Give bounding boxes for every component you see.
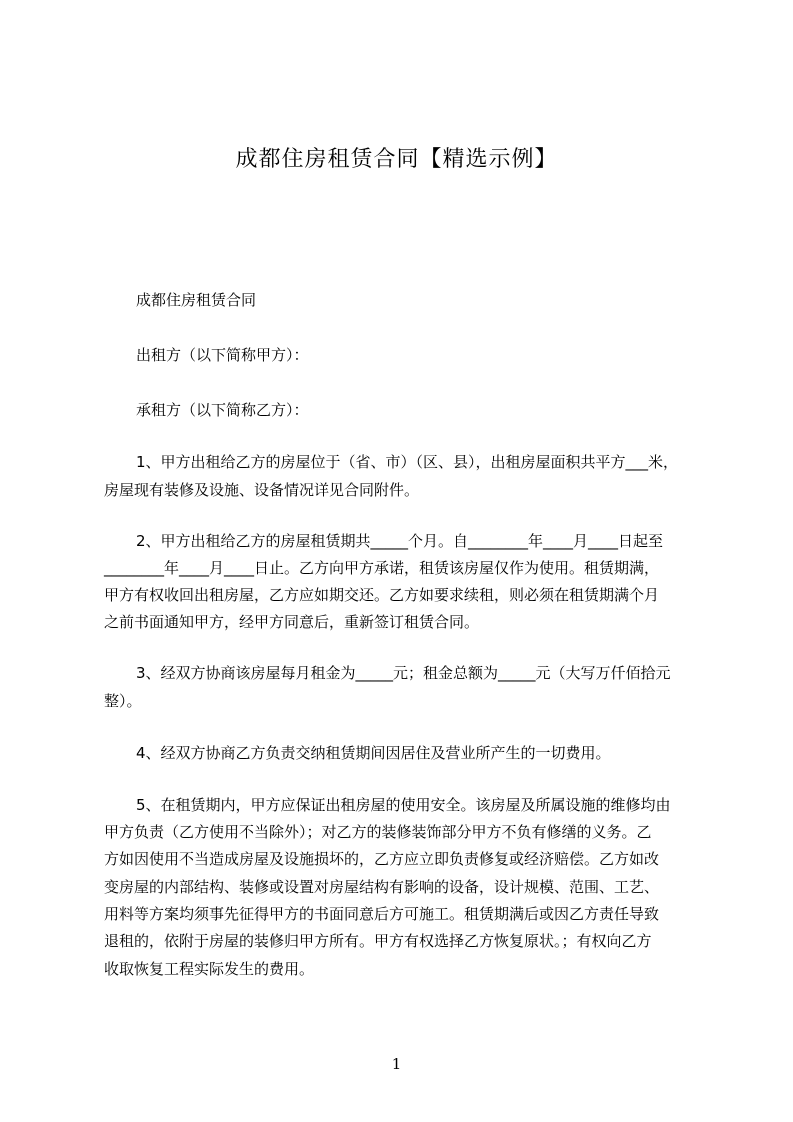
lessor-line: 出租方（以下简称甲方）： [136, 346, 309, 364]
clause-5-line: 用料等方案均须事先征得甲方的书面同意后方可施工。租赁期满后或因乙方责任导致 [104, 905, 660, 923]
clause-3-line: 整）。 [104, 692, 142, 710]
clause-2-line: 之前书面通知甲方，经甲方同意后，重新签订租赁合同。 [104, 613, 480, 631]
clause-5-line: 退租的，依附于房屋的装修归甲方所有。甲方有权选择乙方恢复原状。；有权向乙方 [104, 932, 652, 950]
clause-3-line: 3、经双方协商该房屋每月租金为_____元；租金总额为_____元（大写万仟佰拾元 [136, 664, 671, 682]
clause-2-line: 甲方有权收回出租房屋，乙方应如期交还。乙方如要求续租，则必须在租赁期满个月 [104, 586, 660, 604]
clause-5-line: 甲方负责（乙方使用不当除外）；对乙方的装修装饰部分甲方不负有修缮的义务。乙 [104, 823, 652, 841]
contract-subtitle: 成都住房租赁合同 [136, 291, 257, 309]
lessee-line: 承租方（以下简称乙方）： [136, 401, 309, 419]
clause-1-line: 1、甲方出租给乙方的房屋位于（省、市）（区、县），出租房屋面积共平方___米， [136, 453, 679, 471]
clause-5-line: 变房屋的内部结构、装修或设置对房屋结构有影响的设备，设计规模、范围、工艺、 [104, 878, 660, 896]
clause-5-line: 收取恢复工程实际发生的费用。 [104, 960, 315, 978]
clause-5-line: 方如因使用不当造成房屋及设施损坏的，乙方应立即负责修复或经济赔偿。乙方如改 [104, 850, 660, 868]
document-title: 成都住房租赁合同【精选示例】 [235, 147, 558, 172]
clause-2-line: ________年____月____日止。乙方向甲方承诺，租赁该房屋仅作为使用。租赁期满， [104, 559, 660, 577]
clause-2-line: 2、甲方出租给乙方的房屋租赁期共_____个月。自________年____月____日起至 [136, 532, 664, 550]
clause-5-line: 5、在租赁期内，甲方应保证出租房屋的使用安全。该房屋及所属设施的维修均由 [136, 796, 671, 814]
clause-4-line: 4、经双方协商乙方负责交纳租赁期间因居住及营业所产生的一切费用。 [136, 744, 611, 762]
clause-1-line: 房屋现有装修及设施、设备情况详见合同附件。 [104, 481, 420, 499]
page-number: 1 [391, 1055, 402, 1073]
